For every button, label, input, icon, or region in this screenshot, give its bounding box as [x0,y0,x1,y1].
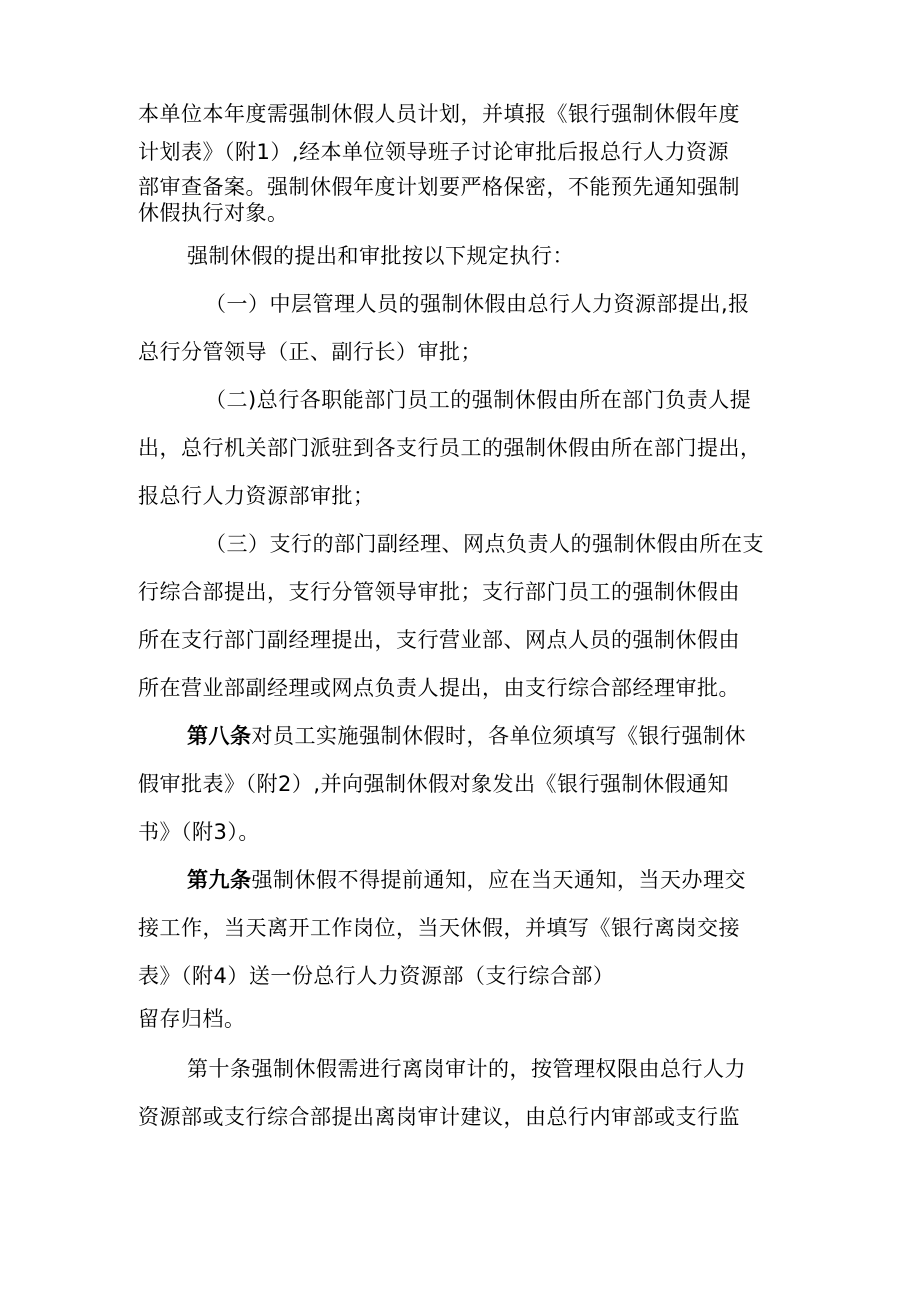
article-line: 接工作，当天离开工作岗位，当天休假，并填写《银行离岗交接 [138,916,740,940]
list-item-line: 所在支行部门副经理提出，支行营业部、网点人员的强制休假由 [138,628,740,652]
list-item-line: 报总行人力资源部审批； [138,484,375,508]
list-item-line: 总行分管领导（正、副行长）审批； [138,340,482,364]
list-item-line: 行综合部提出，支行分管领导审批；支行部门员工的强制休假由 [138,580,740,604]
list-item-line: （一）中层管理人员的强制休假由总行人力资源部提出,报 [205,292,750,316]
article-line: 第九条强制休假不得提前通知，应在当天通知，当天办理交 [187,868,746,892]
article-label: 第九条 [187,868,252,892]
article-line: 第八条对员工实施强制休假时，各单位须填写《银行强制休 [187,724,746,748]
article-line: 资源部或支行综合部提出离岗审计建议，由总行内审部或支行监 [138,1105,740,1129]
list-item-line: （二)总行各职能部门员工的强制休假由所在部门负责人提 [205,388,752,412]
article-line: 留存归档。 [138,1007,246,1031]
article-line: 第十条强制休假需进行离岗审计的，按管理权限由总行人力 [187,1057,746,1081]
article-line: 表》（附4）送一份总行人力资源部（支行综合部） [138,964,615,988]
list-item-line: 所在营业部副经理或网点负责人提出，由支行综合部经理审批。 [138,676,740,700]
article-line: 书》（附3）。 [138,820,260,844]
article-line: 假审批表》（附2）,并向强制休假对象发出《银行强制休假通知 [138,772,730,796]
paragraph-line: 强制休假的提出和审批按以下规定执行： [187,244,574,268]
paragraph-line: 休假执行对象。 [138,201,289,225]
paragraph-line: 本单位本年度需强制休假人员计划，并填报《银行强制休假年度 [138,102,740,126]
paragraph-line: 部审查备案。强制休假年度计划要严格保密，不能预先通知强制 [138,175,740,199]
article-label: 第八条 [187,724,252,748]
list-item-line: （三）支行的部门副经理、网点负责人的强制休假由所在支 [205,532,764,556]
paragraph-line: 计划表》（附1）,经本单位领导班子讨论审批后报总行人力资源 [138,140,730,164]
list-item-line: 出，总行机关部门派驻到各支行员工的强制休假由所在部门提出， [138,436,762,460]
